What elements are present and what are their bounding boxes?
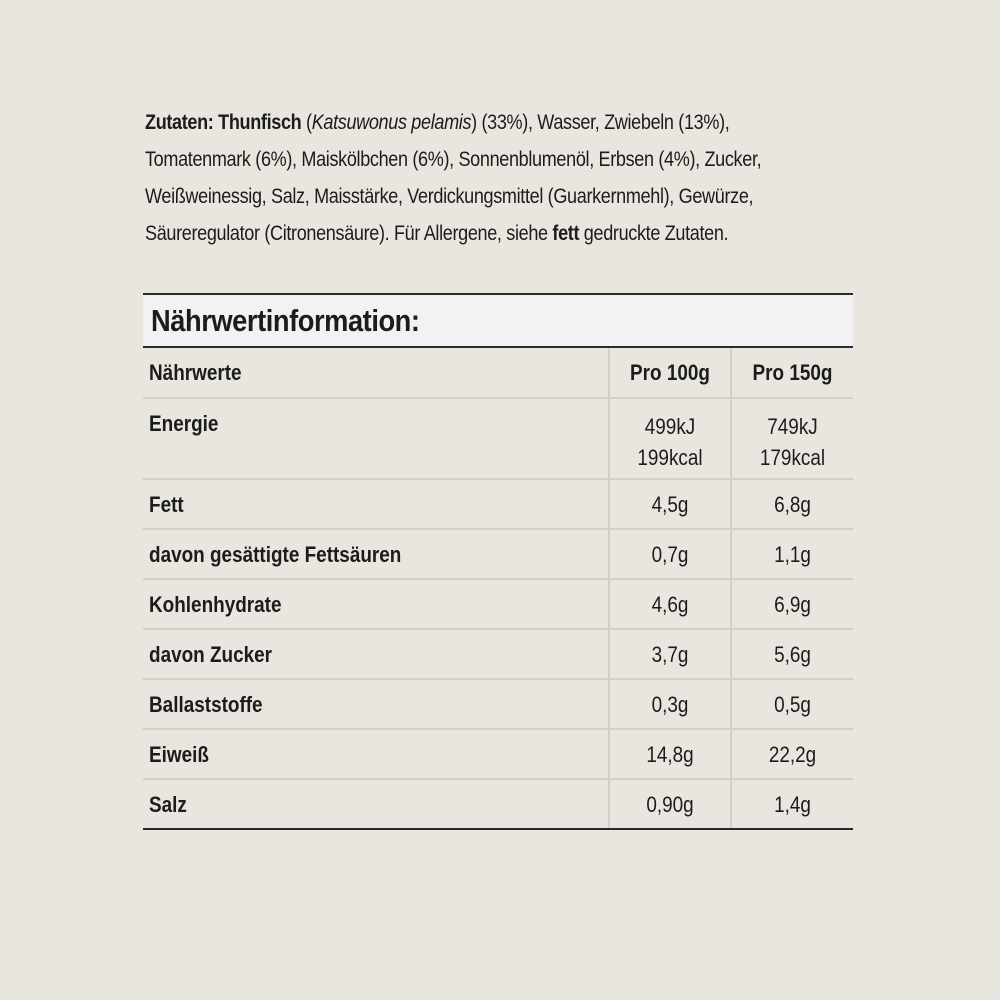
row-name: davon Zucker: [149, 642, 273, 667]
nutrition-table-section: [143, 293, 853, 830]
ingredients-bold-word: fett: [552, 222, 580, 245]
ingredients-line-3: Weißweinessig, Salz, Maisstärke, Verdickungsmittel (Guarkernmehl), Gewürze,: [145, 185, 754, 208]
value-per-150g: 0,5g: [774, 692, 811, 717]
value-per-100g: 3,7g: [651, 642, 689, 667]
table-header-row: [143, 348, 853, 398]
ingredients-line-1: [145, 104, 867, 141]
energy-kj-100: 499kJ: [644, 414, 696, 439]
table-row: [143, 679, 853, 729]
header-per-150g: Pro 150g: [752, 360, 833, 385]
value-per-150g: 22,2g: [768, 742, 817, 767]
header-per-100g: Pro 100g: [630, 360, 710, 385]
value-per-150g: 6,8g: [774, 492, 811, 517]
ingredients-line-4-a: Säureregulator (Citronensäure). Für Allergene, siehe: [145, 222, 553, 245]
ingredients-line-1-rest: ) (33%), Wasser, Zwiebeln (13%),: [471, 111, 730, 134]
value-per-150g: 5,6g: [774, 642, 811, 667]
energy-kcal-100: 199kcal: [637, 445, 703, 470]
value-per-150g: 6,9g: [774, 592, 811, 617]
table-row: [143, 729, 853, 779]
ingredients-line-4: [145, 215, 867, 252]
row-name: Ballaststoffe: [149, 692, 263, 717]
table-row: [143, 779, 853, 829]
value-per-100g: 0,90g: [646, 792, 694, 817]
table-row: [143, 529, 853, 579]
value-per-100g: 14,8g: [646, 742, 694, 767]
table-row: [143, 479, 853, 529]
value-per-100g: 4,6g: [651, 592, 689, 617]
energy-kcal-150: 179kcal: [759, 445, 826, 470]
nutrition-table: [143, 348, 853, 830]
header-nutrients: Nährwerte: [149, 360, 242, 385]
ingredients-text: [145, 104, 867, 252]
value-per-150g: 1,4g: [774, 792, 811, 817]
ingredients-paren: (: [301, 111, 312, 134]
value-per-150g: 1,1g: [774, 542, 811, 567]
row-name: Eiweiß: [149, 742, 209, 767]
value-per-100g: 4,5g: [651, 492, 689, 517]
row-name: Salz: [149, 792, 187, 817]
ingredient-species: Katsuwonus pelamis: [311, 111, 472, 134]
table-row: [143, 629, 853, 679]
ingredients-line-2: Tomatenmark (6%), Maiskölbchen (6%), Sonnenblumenöl, Erbsen (4%), Zucker,: [145, 148, 762, 171]
row-name: Kohlenhydrate: [149, 592, 282, 617]
ingredient-tuna: Thunfisch: [218, 111, 302, 134]
ingredients-label: Zutaten:: [145, 111, 214, 134]
table-row: [143, 579, 853, 629]
nutrition-title: Nährwertinformation:: [151, 302, 420, 338]
ingredients-line-4-b: gedruckte Zutaten.: [579, 222, 729, 245]
nutrition-title-bar: [143, 293, 853, 348]
energy-kj-150: 749kJ: [767, 414, 818, 439]
value-per-100g: 0,3g: [651, 692, 689, 717]
row-name: Fett: [149, 492, 184, 517]
row-name-energy: Energie: [149, 411, 219, 436]
table-row-energy: [143, 398, 853, 479]
row-name: davon gesättigte Fettsäuren: [149, 542, 402, 567]
value-per-100g: 0,7g: [651, 542, 689, 567]
